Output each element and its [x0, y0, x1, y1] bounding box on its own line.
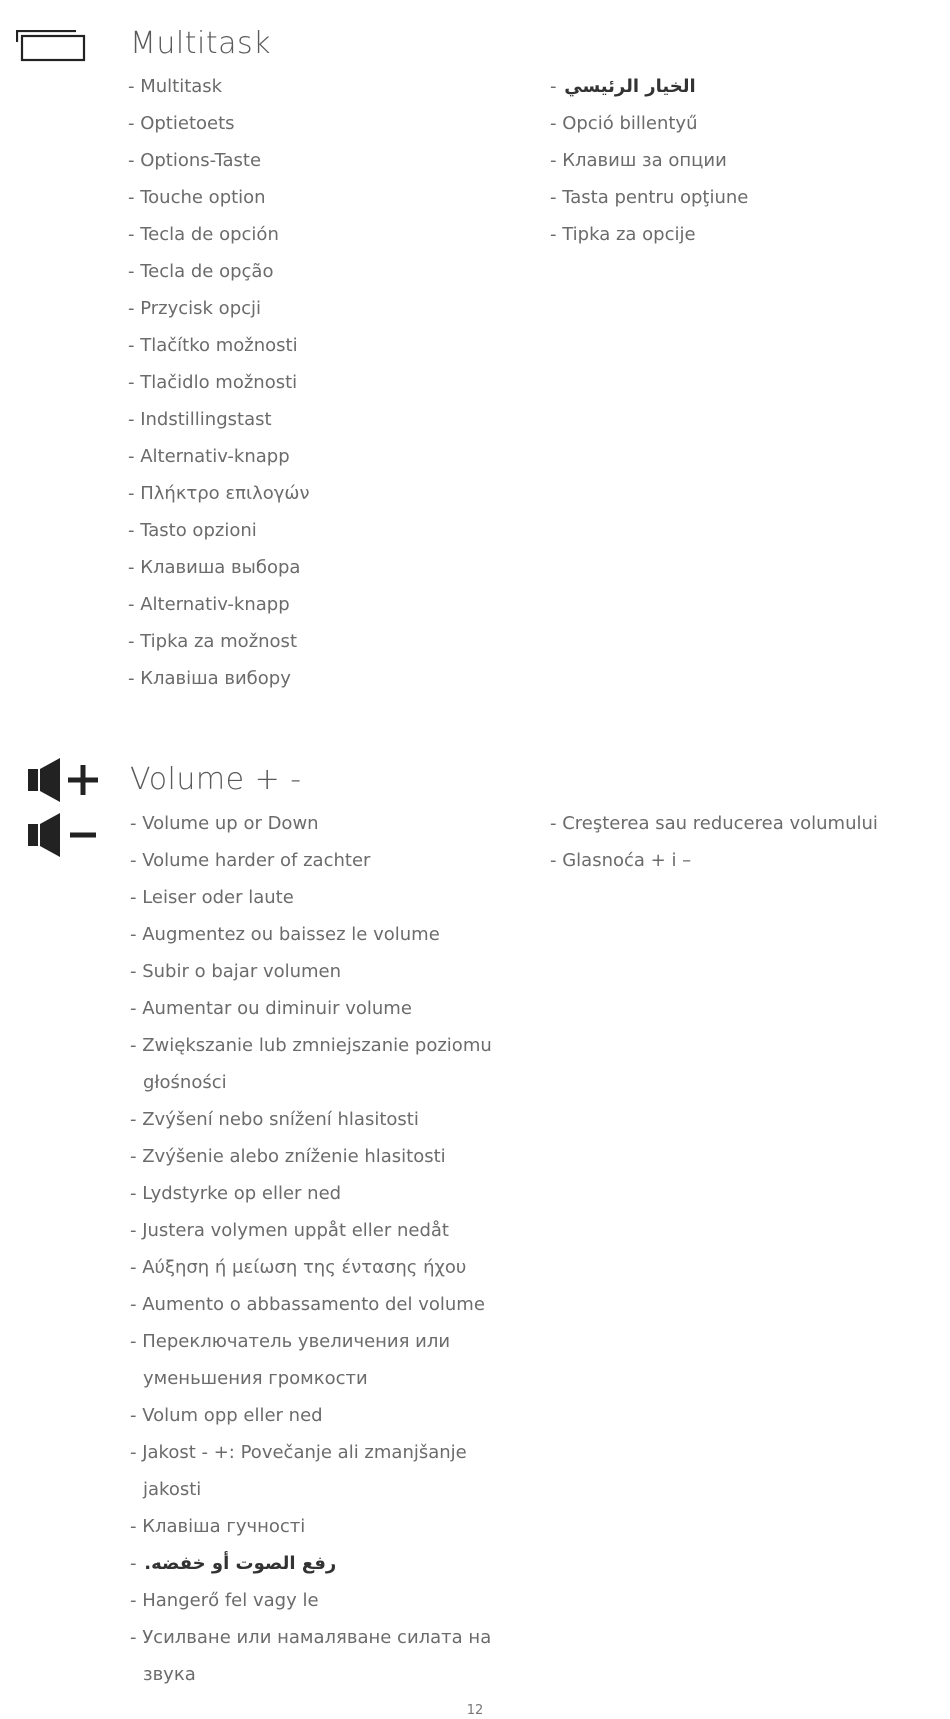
list-item: - Multitask: [128, 76, 223, 97]
list-item-text: رفع الصوت أو خفضه.: [144, 1553, 337, 1574]
list-item: - Glasnoća + i –: [550, 850, 692, 871]
list-item: - Tasto opzioni: [128, 520, 257, 541]
volume-list-col1: [130, 805, 530, 1693]
list-item: - Optietoets: [128, 113, 235, 134]
list-item: - Tecla de opção: [128, 261, 274, 282]
list-item-arabic: [130, 1545, 530, 1582]
list-item: - Zvýšenie alebo zníženie hlasitosti: [130, 1146, 446, 1167]
list-item: - Aumentar ou diminuir volume: [130, 998, 412, 1019]
list-item: - Leiser oder laute: [130, 887, 294, 908]
list-item: - Lydstyrke op eller ned: [130, 1183, 342, 1204]
list-item: - Przycisk opcji: [128, 298, 262, 319]
list-item: - Alternativ-knapp: [128, 594, 290, 615]
list-item: - Tasta pentru opţiune: [550, 187, 749, 208]
page-number: 12: [466, 1703, 484, 1718]
list-item: - Justera volymen uppåt eller nedåt: [130, 1220, 449, 1241]
list-item: - Augmentez ou baissez le volume: [130, 924, 440, 945]
list-dash: -: [130, 1553, 137, 1574]
list-item: - Zvýšení nebo snížení hlasitosti: [130, 1109, 419, 1130]
list-item: - Переключатель увеличения или уменьшения громкости: [130, 1331, 451, 1389]
list-item: - Усилване или намаляване силата на звука: [130, 1627, 492, 1685]
multitask-list-col1: [128, 68, 528, 697]
list-item-text: الخيار الرئيسي: [564, 76, 696, 97]
list-dash: -: [550, 76, 557, 97]
list-item: - Αύξηση ή μείωση της έντασης ήχου: [130, 1257, 467, 1278]
list-item: - Клавиша выбора: [128, 557, 301, 578]
list-item: - Indstillingstast: [128, 409, 272, 430]
list-item: - Tipka za opcije: [550, 224, 696, 245]
multitask-list-col2: [550, 68, 940, 253]
list-item: - Opció billentyű: [550, 113, 698, 134]
volume-down-icon: [28, 813, 100, 857]
list-item: - Volum opp eller ned: [130, 1405, 323, 1426]
list-item: - Zwiększanie lub zmniejszanie poziomu głośności: [130, 1035, 492, 1093]
list-item: - Touche option: [128, 187, 266, 208]
list-item: - Alternativ-knapp: [128, 446, 290, 467]
list-item: - Tipka za možnost: [128, 631, 297, 652]
multitask-title: Multitask: [130, 26, 271, 61]
volume-list-col2: [550, 805, 945, 879]
list-item: - Tlačidlo možnosti: [128, 372, 298, 393]
list-item: - Tlačítko možnosti: [128, 335, 298, 356]
list-item: - Volume harder of zachter: [130, 850, 371, 871]
list-item: - Клавіша вибору: [128, 668, 291, 689]
list-item: - Клавиш за опции: [550, 150, 727, 171]
list-item: - Tecla de opción: [128, 224, 279, 245]
list-item: - Hangerő fel vagy le: [130, 1590, 319, 1611]
list-item-arabic: [550, 68, 940, 105]
volume-title: Volume + -: [130, 762, 302, 797]
list-item: - Aumento o abbassamento del volume: [130, 1294, 485, 1315]
list-item: - Subir o bajar volumen: [130, 961, 342, 982]
list-item: - Options-Taste: [128, 150, 262, 171]
list-item: - Creşterea sau reducerea volumului: [550, 813, 878, 834]
list-item: - Клавіша гучності: [130, 1516, 306, 1537]
list-item: - Volume up or Down: [130, 813, 319, 834]
list-item: - Πλήκτρο επιλογών: [128, 483, 310, 504]
list-item: - Jakost - +: Povečanje ali zmanjšanje jakosti: [130, 1442, 467, 1500]
volume-up-icon: [28, 758, 100, 802]
multitask-key-icon: [16, 30, 86, 64]
